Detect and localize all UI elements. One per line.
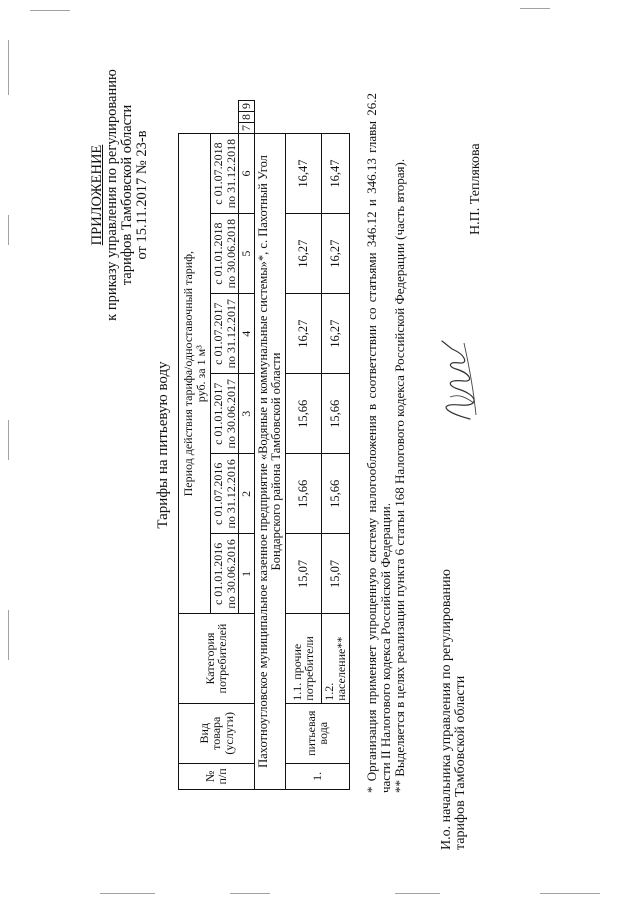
header-period: с 01.07.2017 по 31.12.2017 — [211, 294, 239, 374]
position-line: И.о. начальника управления по регулированию — [439, 569, 454, 850]
page-title: Тарифы на питьевую воду — [155, 361, 171, 529]
column-number: 6 — [239, 134, 255, 214]
signatory-position — [440, 550, 468, 850]
value-cell: 15,07 — [321, 534, 349, 614]
enterprise-row — [254, 101, 285, 790]
table-row — [285, 101, 321, 790]
appendix-line: к приказу управления по регулированию — [104, 69, 120, 321]
footnote-tax-system: * Организация применяет упрощенную систему налогообложения в соответствии со статьями 346.12 и 346.13 главы 26.2 части II Налогового кодекса Российской Федерации. — [364, 93, 393, 793]
period-unit: руб. за 1 м³ — [193, 345, 208, 403]
handwritten-signature — [430, 335, 485, 425]
product-cell: питьевая вода — [285, 703, 349, 763]
column-number: 4 — [239, 294, 255, 374]
period-title-text: Период действия тарифа/одноставочный тариф, — [181, 250, 195, 497]
header-period: с 01.01.2017 по 30.06.2017 — [211, 374, 239, 454]
column-number: 2 — [239, 454, 255, 534]
value-cell: 16,47 — [321, 134, 349, 214]
value-cell: 15,66 — [285, 454, 321, 534]
signatory-name: Н.П. Теплякова — [468, 143, 483, 235]
category-cell: 1.1. прочие потребители — [285, 614, 321, 703]
value-cell: 15,07 — [285, 534, 321, 614]
column-number: 8 — [239, 112, 255, 123]
appendix-line: тарифов Тамбовской области — [119, 104, 135, 286]
row-number: 1. — [285, 763, 349, 789]
footnotes — [365, 93, 407, 793]
value-cell: 15,66 — [285, 374, 321, 454]
value-cell: 16,27 — [321, 294, 349, 374]
value-cell: 15,66 — [321, 374, 349, 454]
value-cell: 16,27 — [321, 214, 349, 294]
header-num: № п/п — [179, 763, 255, 789]
position-line: тарифов Тамбовской области — [453, 675, 468, 850]
appendix-title: ПРИЛОЖЕНИЕ — [89, 144, 105, 246]
enterprise-name: Пахотноугловское муниципальное казенное предприятие «Водяные и коммунальные системы»*, с. Пахотный Угол Бондарского района Тамбовской области — [254, 134, 285, 790]
appendix-order-date: от 15.11.2017 № 23-в — [134, 130, 150, 260]
column-number: 7 — [239, 123, 255, 134]
footnote-vat: ** Выделяется в целях реализации пункта 6 статьи 168 Налогового кодекса Российской Федерации (часть вторая). — [392, 158, 407, 793]
value-cell: 15,66 — [321, 454, 349, 534]
value-cell: 16,47 — [285, 134, 321, 214]
value-cell: 16,27 — [285, 214, 321, 294]
header-category: Категория потребителей — [179, 614, 255, 703]
header-period: с 01.07.2018 по 31.12.2018 — [211, 134, 239, 214]
header-period: с 01.07.2016 по 31.12.2016 — [211, 454, 239, 534]
table-header-row — [179, 101, 211, 790]
header-period: с 01.01.2016 по 30.06.2016 — [211, 534, 239, 614]
appendix-block — [90, 45, 150, 345]
header-period: с 01.01.2018 по 30.06.2018 — [211, 214, 239, 294]
header-period-title — [179, 134, 211, 614]
column-number: 9 — [239, 101, 255, 112]
value-cell: 16,27 — [285, 294, 321, 374]
table-row — [321, 101, 349, 790]
column-number: 1 — [239, 534, 255, 614]
column-number: 5 — [239, 214, 255, 294]
column-number: 3 — [239, 374, 255, 454]
header-product: Вид товара (услуги) — [179, 703, 255, 763]
category-cell: 1.2. население** — [321, 614, 349, 703]
tariff-table — [178, 100, 350, 790]
